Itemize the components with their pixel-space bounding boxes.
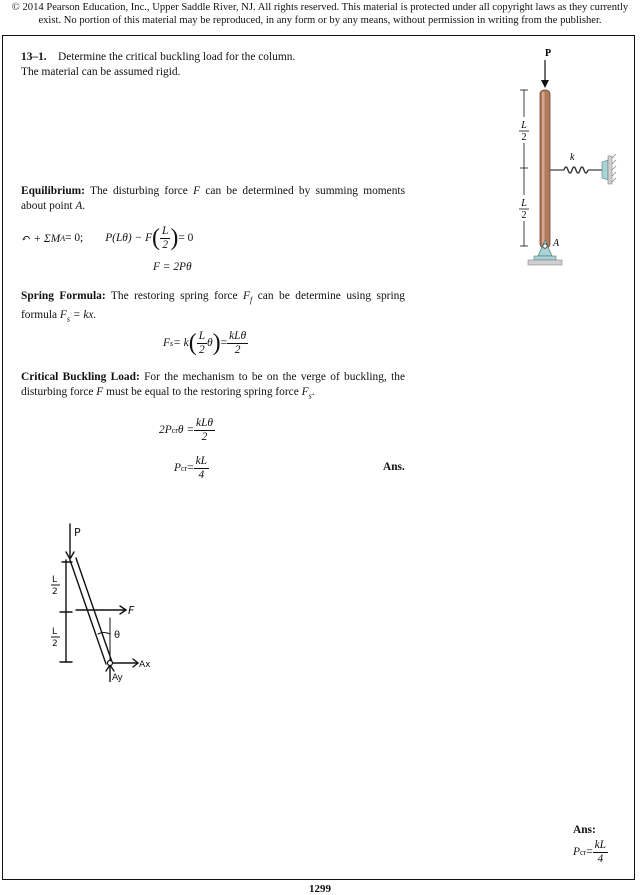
paren-close: ) [212, 330, 221, 356]
crit-eq1-frac [194, 417, 215, 444]
equilibrium-end: . [82, 199, 86, 212]
column-highlight [542, 92, 545, 246]
spring-paragraph [21, 289, 405, 327]
wall [608, 156, 612, 184]
spring-equation [163, 327, 248, 359]
critical-heading: Critical Buckling Load: [21, 371, 140, 383]
moment-lhs: ↶ + ΣM [21, 233, 61, 245]
wall-hatch [612, 160, 616, 164]
problem-text-b: The material can be assumed rigid. [21, 65, 181, 78]
fbd-ay-label: Ay [112, 673, 123, 682]
fbd-pin [108, 661, 113, 666]
spring-bracket [602, 160, 608, 180]
spring-frac1-den: 2 [199, 343, 205, 356]
support-label: A [553, 238, 560, 249]
dim-label-top-num: L [521, 120, 527, 131]
spring-formula: F [59, 308, 67, 321]
critical-end: . [311, 385, 315, 398]
spring-eq-k: = k [173, 337, 189, 349]
fbd-l-bot-den: 2 [52, 639, 58, 649]
copyright-line-2: exist. No portion of this material may be reproduced, in any form or by any means, without permission in writing from the publisher. [38, 14, 602, 26]
crit-eq1-sub: cr [171, 425, 178, 435]
free-body-diagram [46, 522, 176, 682]
critical-text-b: must be equal to the restoring spring force [103, 385, 302, 398]
crit-eq1-num: kLθ [196, 416, 214, 429]
spring-frac-2 [227, 330, 248, 357]
crit-eq1-lhs: 2P [159, 424, 172, 436]
spring-heading: Spring Formula: [21, 290, 106, 302]
critical-text-a: For the mechanism to be on the verge of buckling, the disturbing force [21, 371, 405, 398]
paren-open: ( [152, 225, 161, 251]
equilibrium-var-f: F [193, 185, 201, 197]
force-result: F = 2Pθ [153, 261, 192, 273]
equilibrium-text-b: can be determined by summing moments about point [21, 185, 406, 212]
page-number: 1299 [309, 883, 331, 895]
paren-close: ) [170, 225, 179, 251]
fbd-theta-arc [98, 633, 110, 635]
spring-formula-rhs: = kx. [70, 308, 97, 321]
wall-hatch [612, 166, 616, 170]
moment-sub: A [60, 233, 66, 243]
critical-paragraph [21, 370, 405, 403]
wall-hatch [612, 178, 616, 182]
critical-var-fs-sub: s [308, 390, 312, 400]
crit-eq2-frac [194, 455, 209, 482]
critical-var-f: F [96, 385, 104, 398]
critical-var-fs: F [301, 385, 309, 398]
fbd-ax-label: Ax [139, 660, 151, 670]
problem-text-a: Determine the critical buckling load for the column. [58, 51, 296, 63]
equilibrium-heading: Equilibrium: [21, 185, 85, 197]
problem-number: 13–1. [21, 51, 47, 63]
answer-eq: = [586, 846, 593, 858]
paren-open: ( [188, 330, 197, 356]
answer-lhs: P [573, 846, 580, 858]
spring-eq-lhs-sub: s [169, 338, 174, 348]
moment-fraction [160, 225, 170, 252]
fbd-theta-label: θ [114, 630, 121, 641]
critical-equation-1 [159, 415, 215, 445]
wall-hatch [612, 154, 616, 158]
spring-formula-sub: s [66, 314, 70, 324]
equilibrium-text-a: The disturbing force [84, 185, 194, 197]
answer-equation [573, 837, 608, 867]
crit-eq2-den: 4 [198, 468, 205, 481]
dim-label-bottom-den: 2 [521, 210, 527, 221]
problem-statement [21, 50, 421, 79]
critical-equation-2 [174, 453, 209, 483]
column-bar [540, 90, 550, 248]
spring-frac-1 [197, 330, 207, 357]
spring-frac2-num: kLθ [229, 329, 247, 342]
spring-frac2-den: 2 [234, 343, 241, 356]
moment-frac-den: 2 [162, 238, 169, 251]
load-label: P [545, 48, 552, 59]
fbd-l-top-den: 2 [52, 587, 58, 597]
wall-hatch [612, 172, 616, 176]
ans-label-inline: Ans. [383, 461, 405, 473]
crit-eq2-sub: cr [180, 463, 188, 473]
support-base [534, 256, 556, 260]
moment-rhs-a: P(Lθ) − F [105, 232, 153, 244]
fbd-bar-left [70, 560, 106, 664]
spring-coil [564, 167, 588, 173]
spring-eq-equals: = [220, 337, 228, 349]
spring-text-a: The restoring spring force [105, 290, 244, 302]
answer-den: 4 [597, 852, 604, 865]
answer-frac [593, 839, 608, 866]
crit-eq1-den: 2 [201, 430, 208, 443]
answer-sub: cr [579, 847, 587, 857]
spring-eq-theta: θ [207, 337, 213, 349]
moment-rhs-b: = 0 [178, 232, 194, 244]
crit-eq2-num: kL [195, 454, 208, 467]
spring-eq-lhs: F [163, 337, 170, 349]
answer-num: kL [594, 838, 607, 851]
spring-label: k [570, 152, 575, 163]
column-figure [508, 44, 628, 276]
ground [528, 260, 562, 265]
copyright-notice [0, 2, 640, 27]
pin [543, 244, 547, 248]
moment-eq: = 0; [65, 232, 84, 244]
crit-eq1-theta: θ = [177, 424, 195, 436]
load-arrow-head [541, 80, 549, 88]
spring-frac1-num: L [198, 329, 206, 342]
moment-equation [21, 222, 193, 254]
copyright-line-1: © 2014 Pearson Education, Inc., Upper Saddle River, NJ. All rights reserved. This material is protected under all copyright laws as they currently [11, 2, 629, 13]
spring-text-b: can be determine using spring formula [21, 290, 405, 321]
crit-eq2-eq: = [187, 462, 194, 474]
spring-force-sub: f [249, 295, 253, 305]
equilibrium-point: A [75, 199, 83, 212]
fbd-p-label: P [74, 526, 81, 539]
equilibrium-paragraph [21, 184, 405, 213]
answer-label: Ans: [573, 824, 596, 836]
crit-eq2-lhs: P [174, 462, 181, 474]
moment-frac-num: L [162, 224, 169, 237]
dim-label-top-den: 2 [521, 132, 527, 143]
fbd-f-label: F [128, 604, 135, 617]
spring-force: F [243, 290, 250, 302]
fbd-l-bot-num: L [52, 627, 58, 637]
dim-label-bottom-num: L [521, 198, 527, 209]
fbd-l-top-num: L [52, 575, 58, 585]
